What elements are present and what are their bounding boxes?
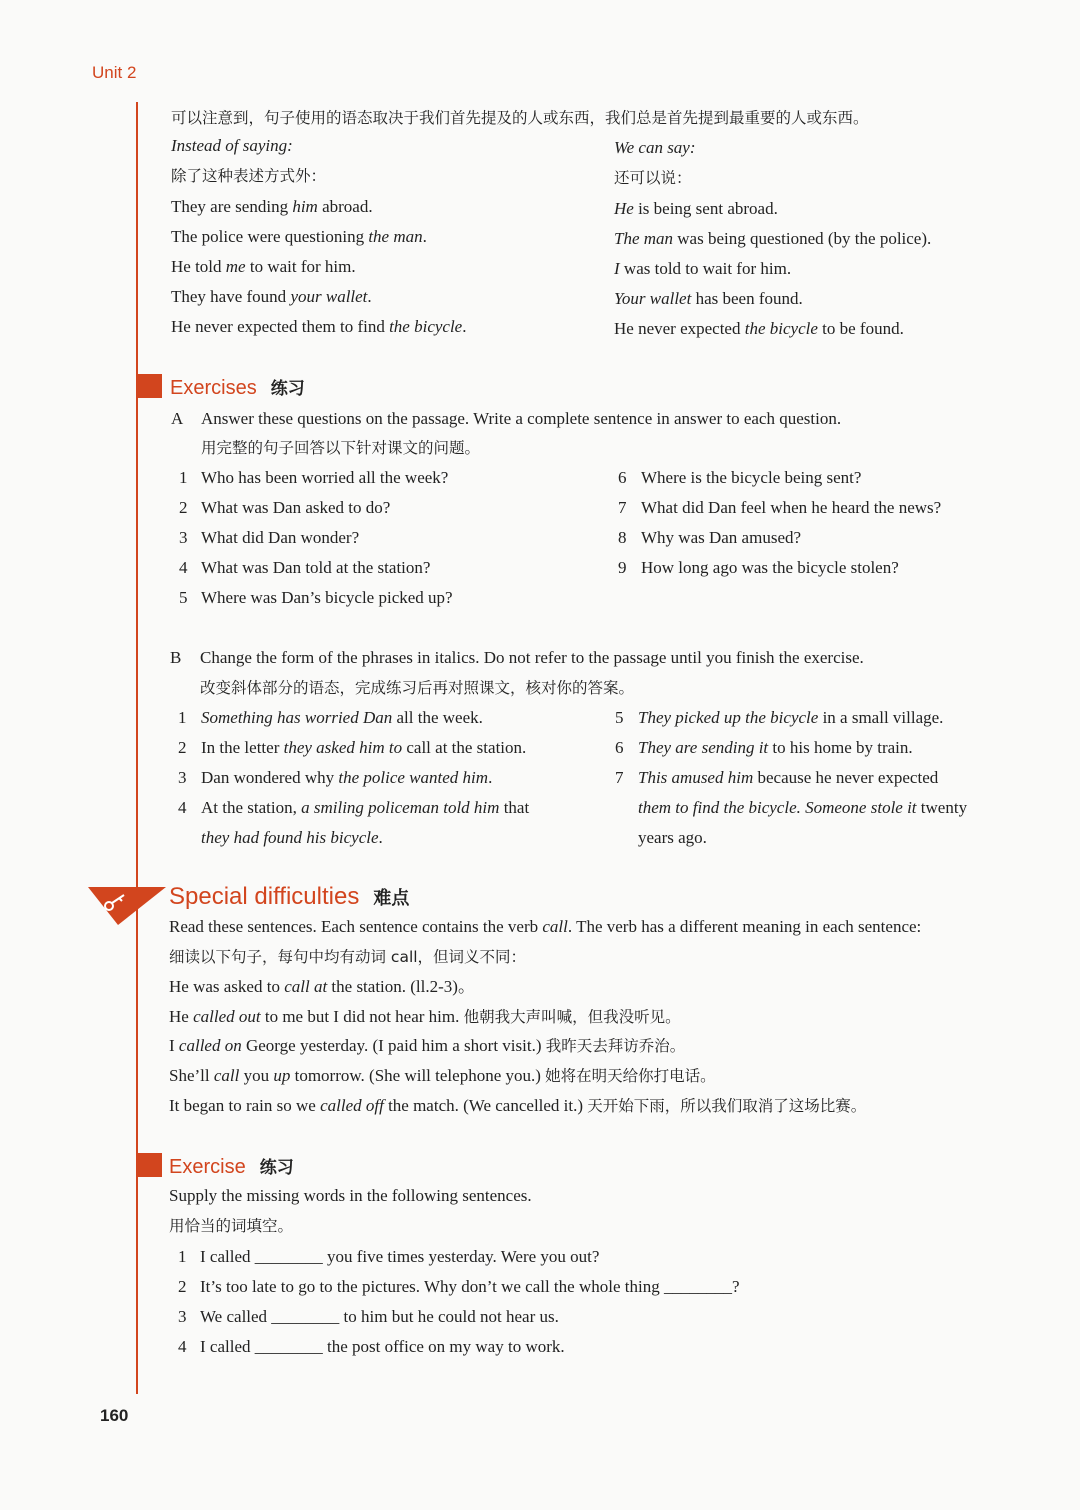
section-marker (138, 1153, 162, 1177)
item-number: 4 (178, 798, 187, 817)
special-difficulties-heading: Special difficulties 难点 (169, 883, 410, 910)
item-number: 1 (178, 1247, 187, 1266)
item-number: 3 (178, 768, 187, 787)
exercise-b-item-4-cont: they had found his bicycle. (201, 828, 383, 847)
exercise-a-instruction-zh: 用完整的句子回答以下针对课文的问题。 (201, 439, 481, 457)
exercise-b-item-1: Something has worried Dan all the week. (201, 708, 483, 727)
passive-example-4: Your wallet has been found. (614, 289, 803, 308)
passive-example-1: He is being sent abroad. (614, 199, 778, 218)
special-intro-zh: 细读以下句子，每句中均有动词 call，但词义不同： (169, 948, 527, 966)
active-example-1: They are sending him abroad. (171, 197, 373, 216)
exercise-b-item-7-cont: them to find the bicycle. Someone stole it twenty (638, 798, 968, 817)
question-5: Where was Dan’s bicycle picked up? (201, 588, 453, 607)
passive-example-5: He never expected the bicycle to be found. (614, 319, 904, 338)
passive-example-3: I was told to wait for him. (614, 259, 792, 278)
right-column-heading: We can say: (614, 138, 696, 157)
exercise-b-item-6: They are sending it to his home by train. (638, 738, 913, 757)
question-number: 9 (618, 558, 627, 577)
question-2: What was Dan asked to do? (201, 498, 391, 517)
exercise-a-letter: A (171, 409, 184, 428)
question-number: 7 (618, 498, 627, 517)
question-8: Why was Dan amused? (641, 528, 802, 547)
question-number: 3 (179, 528, 188, 547)
item-number: 6 (615, 738, 624, 757)
item-number: 7 (615, 768, 624, 787)
active-example-2: The police were questioning the man. (171, 227, 427, 246)
item-number: 2 (178, 738, 187, 757)
question-4: What was Dan told at the station? (201, 558, 431, 577)
call-sentence-2: He called out to me but I did not hear him. 他朝我大声叫喊，但我没听见。 (169, 1007, 681, 1026)
question-number: 4 (179, 558, 188, 577)
question-number: 2 (179, 498, 188, 517)
left-column-heading: Instead of saying: (171, 136, 293, 155)
exercise-b-instruction-zh: 改变斜体部分的语态，完成练习后再对照课文，核对你的答案。 (200, 679, 635, 697)
exercise-a-instruction: Answer these questions on the passage. Write a complete sentence in answer to each question. (201, 409, 842, 428)
exercise-b-item-7: This amused him because he never expected (638, 768, 939, 787)
exercise-b-item-5: They picked up the bicycle in a small village. (638, 708, 944, 727)
question-9: How long ago was the bicycle stolen? (641, 558, 899, 577)
item-number: 3 (178, 1307, 187, 1326)
fill-in-item-4: I called ________ the post office on my way to work. (200, 1337, 565, 1356)
exercise-instruction-zh: 用恰当的词填空。 (169, 1217, 294, 1235)
exercise-b-item-2: In the letter they asked him to call at the station. (201, 738, 527, 757)
item-number: 1 (178, 708, 187, 727)
section-marker (138, 374, 162, 398)
exercise-heading: Exercise 练习 (169, 1156, 294, 1178)
item-number: 2 (178, 1277, 187, 1296)
item-number: 4 (178, 1337, 187, 1356)
exercises-heading: Exercises 练习 (170, 377, 305, 399)
left-column-heading-zh: 除了这种表述方式外： (171, 167, 327, 185)
key-icon (88, 887, 168, 927)
right-column-heading-zh: 还可以说： (614, 169, 692, 187)
question-3: What did Dan wonder? (201, 528, 360, 547)
call-sentence-4: She’ll call you up tomorrow. (She will telephone you.) 她将在明天给你打电话。 (169, 1066, 716, 1085)
passive-example-2: The man was being questioned (by the police). (614, 229, 932, 248)
question-number: 1 (179, 468, 188, 487)
item-number: 5 (615, 708, 624, 727)
active-example-3: He told me to wait for him. (171, 257, 356, 276)
active-example-4: They have found your wallet. (171, 287, 372, 306)
intro-note: 可以注意到，句子使用的语态取决于我们首先提及的人或东西，我们总是首先提到最重要的人或东西。 (171, 109, 869, 127)
exercise-b-item-4: At the station, a smiling policeman told him that (201, 798, 530, 817)
exercise-b-item-3: Dan wondered why the police wanted him. (201, 768, 493, 787)
fill-in-item-1: I called ________ you five times yesterday. Were you out? (200, 1247, 600, 1266)
call-sentence-5: It began to rain so we called off the match. (We cancelled it.) 天开始下雨，所以我们取消了这场比赛。 (169, 1096, 867, 1115)
unit-label: Unit 2 (92, 63, 137, 82)
exercise-b-letter: B (170, 648, 182, 667)
question-number: 8 (618, 528, 627, 547)
page-number: 160 (100, 1406, 129, 1425)
special-intro: Read these sentences. Each sentence contains the verb call. The verb has a different meaning in each sentence: (169, 917, 922, 936)
question-number: 5 (179, 588, 188, 607)
question-number: 6 (618, 468, 627, 487)
margin-rule (136, 102, 138, 1394)
exercise-b-instruction: Change the form of the phrases in italics. Do not refer to the passage until you finish the exercise. (200, 648, 864, 667)
exercise-instruction: Supply the missing words in the following sentences. (169, 1186, 532, 1205)
call-sentence-1: He was asked to call at the station. (ll.2-3)。 (169, 977, 475, 996)
question-1: Who has been worried all the week? (201, 468, 449, 487)
exercise-b-item-7-end: years ago. (638, 828, 707, 847)
question-6: Where is the bicycle being sent? (641, 468, 862, 487)
fill-in-item-3: We called ________ to him but he could not hear us. (200, 1307, 559, 1326)
fill-in-item-2: It’s too late to go to the pictures. Why don’t we call the whole thing ________? (200, 1277, 740, 1296)
active-example-5: He never expected them to find the bicycle. (171, 317, 467, 336)
call-sentence-3: I called on George yesterday. (I paid him a short visit.) 我昨天去拜访乔治。 (169, 1036, 686, 1055)
question-7: What did Dan feel when he heard the news? (641, 498, 942, 517)
